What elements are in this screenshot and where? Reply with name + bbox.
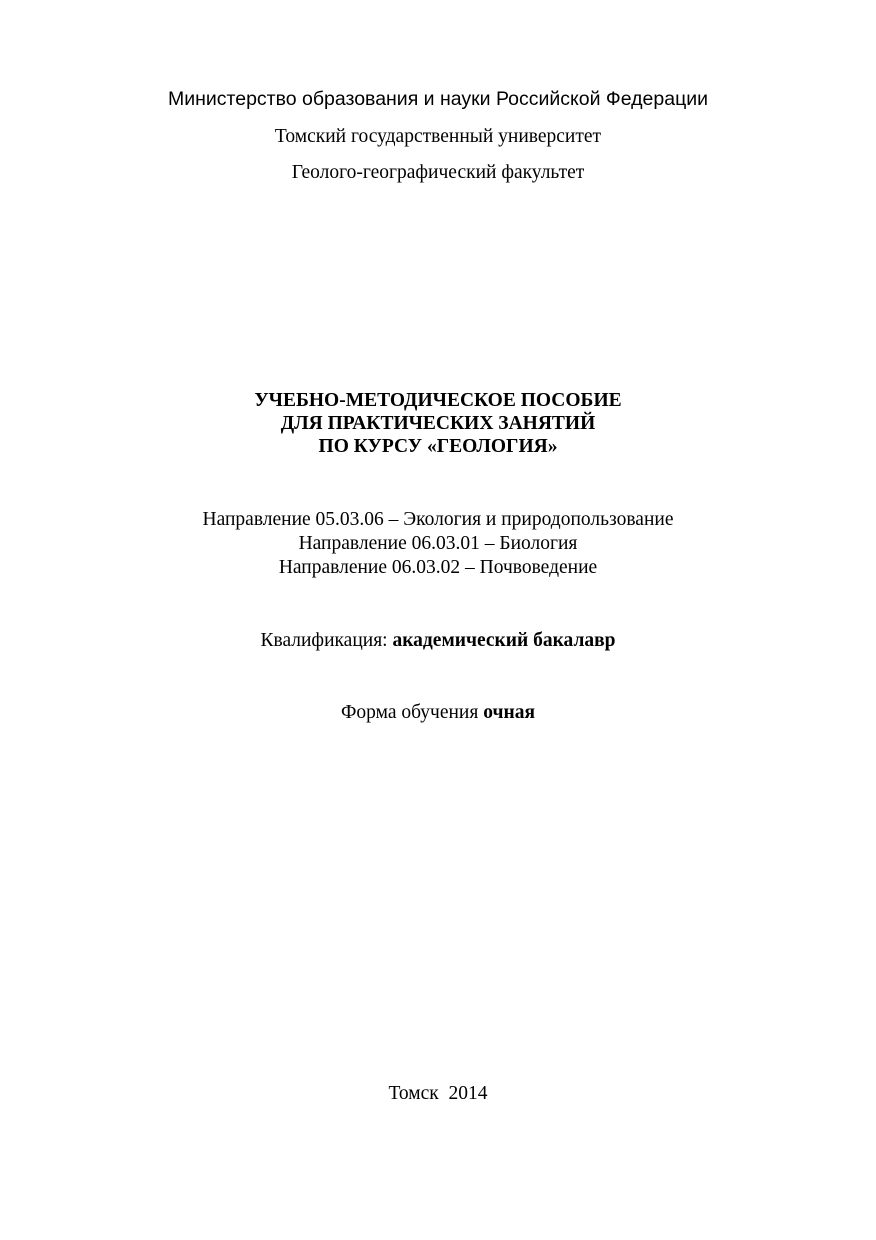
study-form-value: очная xyxy=(483,702,535,723)
direction-item: Направление 06.03.02 – Почвоведение xyxy=(278,557,598,578)
title-line-3: ПО КУРСУ «ГЕОЛОГИЯ» xyxy=(318,436,558,457)
direction-item: Направление 06.03.01 – Биология xyxy=(298,533,578,554)
faculty-name: Геолого-географический факультет xyxy=(291,162,585,183)
title-line-2: ДЛЯ ПРАКТИЧЕСКИХ ЗАНЯТИЙ xyxy=(280,413,596,434)
title-line-1: УЧЕБНО-МЕТОДИЧЕСКОЕ ПОСОБИЕ xyxy=(254,390,622,411)
qualification-label: Квалификация: xyxy=(260,630,393,651)
direction-item: Направление 05.03.06 – Экология и природопользование xyxy=(202,509,674,530)
ministry-name: Министерство образования и науки Российской Федерации xyxy=(167,88,709,110)
city-year: Томск 2014 xyxy=(388,1083,488,1104)
qualification xyxy=(0,631,876,651)
qualification-value: академический бакалавр xyxy=(392,630,616,651)
study-form-label: Форма обучения xyxy=(341,702,484,723)
university-name: Томский государственный университет xyxy=(274,126,602,147)
study-form xyxy=(0,703,876,723)
